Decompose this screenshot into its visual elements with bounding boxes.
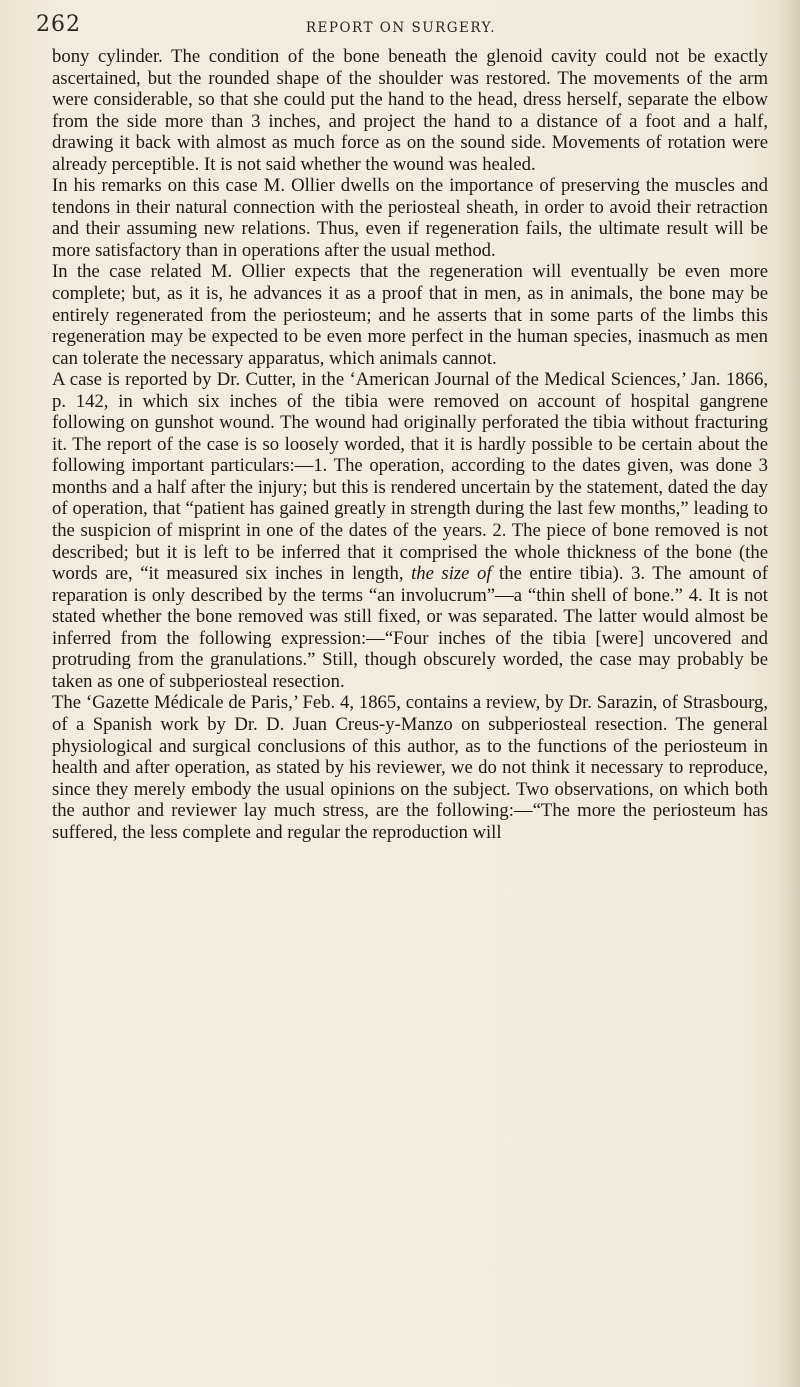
paragraph-4-part-1: A case is reported by Dr. Cutter, in the ‘American Journal of the Medical Sciences,’ Jan. 1866, p. 142, in which six inches of the tibia were removed on account of hospital gangrene following on gunshot wound. The wound had originally perforated the tibia without fracturing it. The report of the case is so loosely worded, that it is hardly possible to be certain about the following important particulars:—1. The operation, according to the dates given, was done 3 months and a half after the injury; but this is rendered uncertain by the statement, dated the day of operation, that “patient has gained greatly in strength during the last few months,” leading to the suspicion of misprint in one of the dates of the years. 2. The piece of bone removed is not described; but it is left to be inferred that it comprised the whole thickness of the bone (the words are, “it measured six inches in length, — [52, 369, 768, 585]
page-header — [36, 12, 766, 42]
paragraph-1: bony cylinder. The condition of the bone beneath the glenoid cavity could not be exactly ascertained, but the rounded shape of the shoulder was restored. The movements of the arm were considerable, so that she could put the hand to the head, dress herself, separate the elbow from the side more than 3 inches, and project the hand to a distance of a foot and a half, drawing it back with almost as much force as on the sound side. Movements of rotation were already perceptible. It is not said whether the wound was healed. — [52, 46, 768, 175]
page-number: 262 — [36, 12, 81, 37]
paragraph-4-part-2: the entire tibia). 3. The amount of reparation is only described by the terms “an involucrum”—a “thin shell of bone.” 4. It is not stated whether the bone removed was still fixed, or was separated. The latter would almost be inferred from the following expression:—“Four inches of the tibia [were] uncovered and protruding from the granulations.” Still, though obscurely worded, the case may probably be taken as one of subperiosteal resection. — [52, 563, 768, 692]
paragraph-5: The ‘Gazette Médicale de Paris,’ Feb. 4, 1865, contains a review, by Dr. Sarazin, of Strasbourg, of a Spanish work by Dr. D. Juan Creus-y-Manzo on subperiosteal resection. The general physiological and surgical conclusions of this author, as to the functions of the periosteum in health and after operation, as stated by his reviewer, we do not think it necessary to reproduce, since they merely embody the usual opinions on the subject. Two observations, on which both the author and reviewer lay much stress, are the following:—“The more the periosteum has suffered, the less complete and regular the reproduction will — [52, 692, 768, 843]
paragraph-4-italic: the size of — [411, 563, 492, 585]
paragraph-4 — [52, 369, 768, 692]
body-text — [52, 46, 768, 843]
page-edge-shadow — [778, 0, 800, 1387]
paragraph-3: In the case related M. Ollier expects that the regeneration will eventually be even more complete; but, as it is, he advances it as a proof that in men, as in animals, the bone may be entirely regenerated from the periosteum; and he asserts that in some parts of the limbs this regeneration may be expected to be even more perfect in the human species, inasmuch as men can tolerate the necessary apparatus, which animals cannot. — [52, 261, 768, 369]
running-head: REPORT ON SURGERY. — [305, 20, 497, 36]
paragraph-2: In his remarks on this case M. Ollier dwells on the importance of preserving the muscles and tendons in their natural connection with the periosteal sheath, in order to avoid their retraction and their assuming new relations. Thus, even if regeneration fails, the ultimate result will be more satisfactory than in operations after the usual method. — [52, 175, 768, 261]
